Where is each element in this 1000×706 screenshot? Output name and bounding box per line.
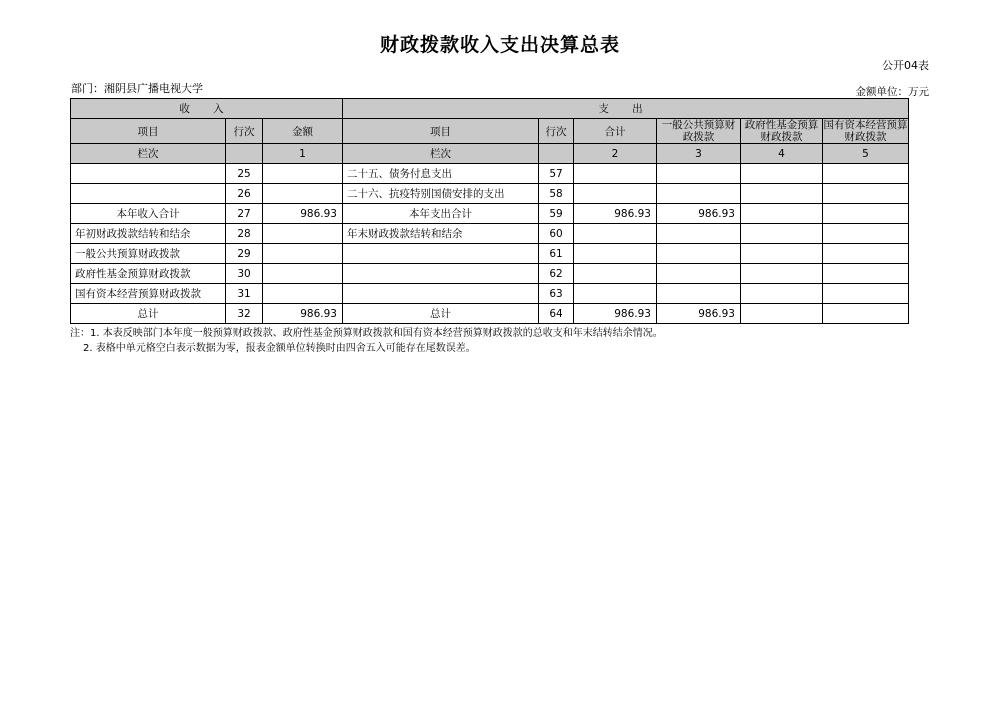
table-row-total — [71, 304, 909, 324]
cell-exp-total — [574, 164, 657, 184]
cell-exp-total — [574, 264, 657, 284]
cell-exp-line-no: 60 — [539, 224, 574, 244]
table-column-header-row — [71, 119, 909, 144]
col-header-exp-gov-fund: 政府性基金预算财政拨款 — [741, 119, 823, 144]
table-row — [71, 204, 909, 224]
table-row — [71, 284, 909, 304]
column-number-1: 1 — [263, 144, 343, 164]
col-header-exp-item: 项目 — [343, 119, 539, 144]
cell-exp-item — [343, 264, 539, 284]
cell-income-amount — [263, 224, 343, 244]
budget-table — [70, 98, 909, 324]
col-header-exp-total: 合计 — [574, 119, 657, 144]
cell-exp-general-public — [657, 244, 741, 264]
cell-exp-general-public — [657, 164, 741, 184]
table-column-number-row — [71, 144, 909, 164]
col-header-exp-general-public: 一般公共预算财政拨款 — [657, 119, 741, 144]
page-title: 财政拨款收入支出决算总表 — [379, 34, 620, 56]
cell-income-line-no: 27 — [226, 204, 263, 224]
column-number-2: 2 — [574, 144, 657, 164]
cell-exp-state-capital — [823, 284, 909, 304]
cell-income-item: 本年收入合计 — [71, 204, 226, 224]
department-line: 部门：湘阴县广播电视大学 — [71, 82, 203, 95]
cell-exp-state-capital — [823, 264, 909, 284]
cell-exp-general-public — [657, 224, 741, 244]
table-row — [71, 164, 909, 184]
table-notes — [70, 326, 663, 356]
cell-exp-state-capital — [823, 164, 909, 184]
cell-exp-gov-fund — [741, 264, 823, 284]
cell-exp-gov-fund — [741, 304, 823, 324]
cell-exp-item: 二十五、债务付息支出 — [343, 164, 539, 184]
column-label-income: 栏次 — [71, 144, 226, 164]
cell-income-line-no: 28 — [226, 224, 263, 244]
cell-exp-item — [343, 244, 539, 264]
cell-exp-general-public — [657, 264, 741, 284]
cell-income-line-no: 32 — [226, 304, 263, 324]
cell-exp-state-capital — [823, 204, 909, 224]
cell-exp-general-public: 986.93 — [657, 304, 741, 324]
column-number-4: 4 — [741, 144, 823, 164]
table-row — [71, 184, 909, 204]
cell-income-line-no: 26 — [226, 184, 263, 204]
cell-exp-total — [574, 244, 657, 264]
group-header-income: 收 入 — [71, 99, 343, 119]
cell-exp-gov-fund — [741, 204, 823, 224]
cell-exp-item: 二十六、抗疫特别国债安排的支出 — [343, 184, 539, 204]
column-label-exp-spacer — [539, 144, 574, 164]
cell-exp-gov-fund — [741, 244, 823, 264]
col-header-income-amount: 金额 — [263, 119, 343, 144]
cell-income-item — [71, 164, 226, 184]
cell-exp-general-public — [657, 284, 741, 304]
column-number-5: 5 — [823, 144, 909, 164]
cell-income-line-no: 25 — [226, 164, 263, 184]
group-header-expenditure: 支 出 — [343, 99, 909, 119]
cell-income-amount — [263, 164, 343, 184]
cell-exp-general-public — [657, 184, 741, 204]
cell-exp-total — [574, 184, 657, 204]
cell-exp-line-no: 64 — [539, 304, 574, 324]
cell-income-item: 一般公共预算财政拨款 — [71, 244, 226, 264]
cell-income-line-no: 31 — [226, 284, 263, 304]
cell-exp-gov-fund — [741, 184, 823, 204]
cell-exp-total — [574, 284, 657, 304]
cell-exp-gov-fund — [741, 164, 823, 184]
cell-exp-line-no: 58 — [539, 184, 574, 204]
cell-income-amount — [263, 264, 343, 284]
table-row — [71, 264, 909, 284]
cell-income-amount — [263, 244, 343, 264]
cell-exp-line-no: 59 — [539, 204, 574, 224]
col-header-exp-state-capital: 国有资本经营预算财政拨款 — [823, 119, 908, 143]
cell-income-item — [71, 184, 226, 204]
amount-unit-line: 金额单位：万元 — [855, 86, 929, 98]
cell-income-amount — [263, 284, 343, 304]
column-label-expenditure: 栏次 — [343, 144, 539, 164]
cell-exp-total: 986.93 — [574, 304, 657, 324]
cell-exp-item: 年末财政拨款结转和结余 — [343, 224, 539, 244]
cell-income-line-no: 30 — [226, 264, 263, 284]
cell-exp-state-capital — [823, 184, 909, 204]
cell-exp-line-no: 57 — [539, 164, 574, 184]
cell-exp-state-capital — [823, 224, 909, 244]
cell-exp-item: 本年支出合计 — [343, 204, 539, 224]
cell-exp-gov-fund — [741, 224, 823, 244]
cell-exp-state-capital — [823, 304, 909, 324]
cell-income-item: 总计 — [71, 304, 226, 324]
table-row — [71, 224, 909, 244]
cell-income-item: 政府性基金预算财政拨款 — [71, 264, 226, 284]
note-line-1: 注：1. 本表反映部门本年度一般预算财政拨款、政府性基金预算财政拨款和国有资本经营预算财政拨款的总收支和年末结转结余情况。 — [70, 328, 663, 339]
cell-exp-item: 总计 — [343, 304, 539, 324]
note-line-2: 2. 表格中单元格空白表示数据为零，报表金额单位转换时由四舍五入可能存在尾数误差。 — [83, 343, 476, 354]
cell-exp-item — [343, 284, 539, 304]
table-group-header-row — [71, 99, 909, 119]
column-number-3: 3 — [657, 144, 741, 164]
col-header-income-line-no: 行次 — [226, 119, 263, 144]
table-row — [71, 244, 909, 264]
col-header-exp-line-no: 行次 — [539, 119, 574, 144]
cell-exp-total: 986.93 — [574, 204, 657, 224]
cell-income-item: 国有资本经营预算财政拨款 — [71, 284, 226, 304]
cell-income-amount: 986.93 — [263, 204, 343, 224]
col-header-income-item: 项目 — [71, 119, 226, 144]
cell-income-amount — [263, 184, 343, 204]
cell-exp-general-public: 986.93 — [657, 204, 741, 224]
cell-income-item: 年初财政拨款结转和结余 — [71, 224, 226, 244]
cell-exp-gov-fund — [741, 284, 823, 304]
cell-exp-line-no: 63 — [539, 284, 574, 304]
cell-exp-state-capital — [823, 244, 909, 264]
cell-exp-line-no: 61 — [539, 244, 574, 264]
column-label-income-spacer — [226, 144, 263, 164]
cell-exp-total — [574, 224, 657, 244]
cell-income-line-no: 29 — [226, 244, 263, 264]
cell-exp-line-no: 62 — [539, 264, 574, 284]
cell-income-amount: 986.93 — [263, 304, 343, 324]
public-form-number: 公开04表 — [882, 59, 929, 72]
